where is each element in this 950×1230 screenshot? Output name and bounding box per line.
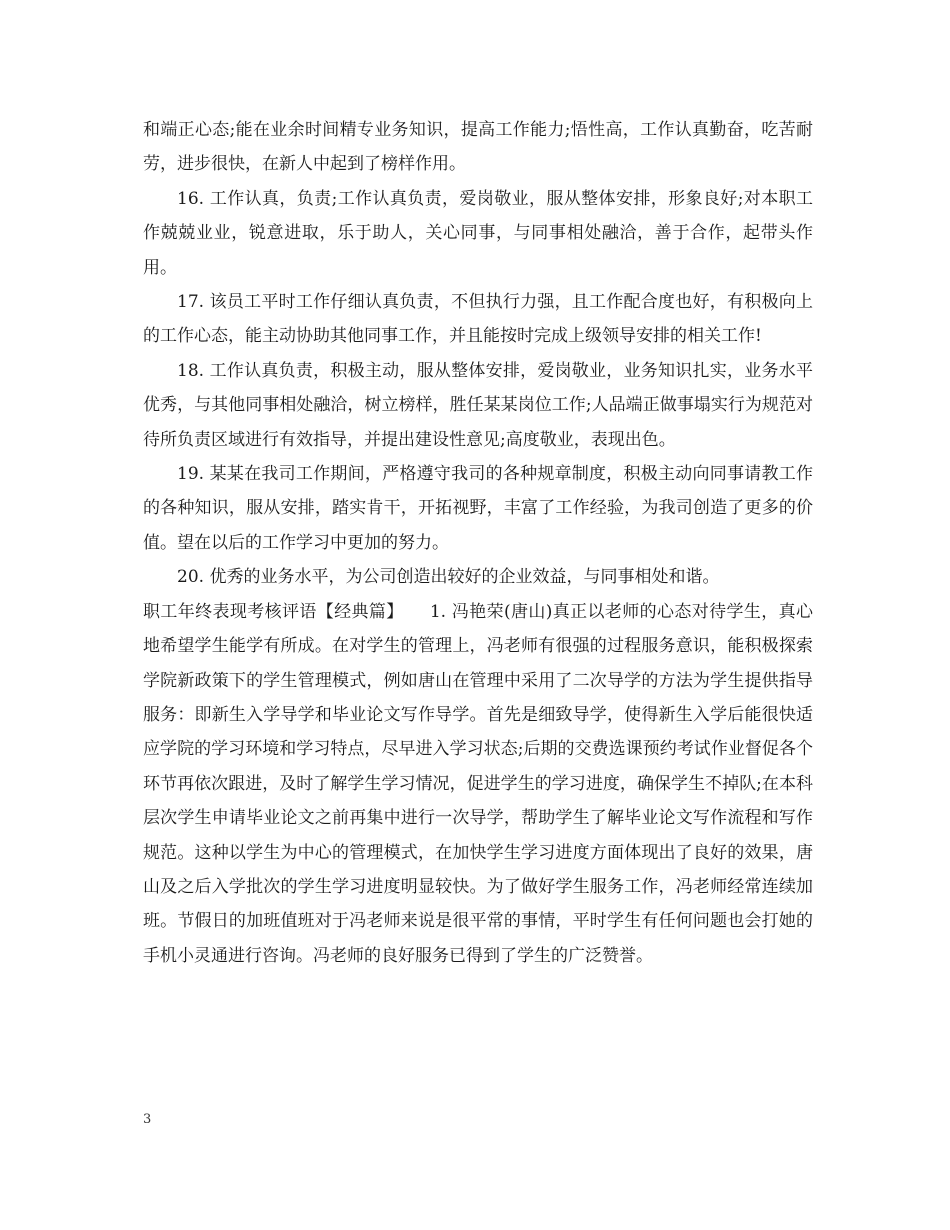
document-body (143, 113, 813, 973)
paragraph-item-16: 16. 工作认真，负责;工作认真负责，爱岗敬业，服从整体安排，形象良好;对本职工作兢兢业业，锐意进取，乐于助人，关心同事，与同事相处融洽，善于合作，起带头作用。 (143, 188, 813, 278)
paragraph-item-17: 17. 该员工平时工作仔细认真负责，不但执行力强，且工作配合度也好，有积极向上的工作心态，能主动协助其他同事工作，并且能按时完成上级领导安排的相关工作! (143, 292, 813, 347)
paragraph-item-19: 19. 某某在我司工作期间，严格遵守我司的各种规章制度，积极主动向同事请教工作的各种知识，服从安排，踏实肯干，开拓视野，丰富了工作经验，为我司创造了更多的价值。望在以后的工作学习中更加的努力。 (143, 464, 813, 553)
paragraph-item-18: 18. 工作认真负责，积极主动，服从整体安排，爱岗敬业，业务知识扎实，业务水平优秀，与其他同事相处融洽，树立榜样，胜任某某岗位工作;人品端正做事塌实行为规范对待所负责区域进行有效指导，并提出建设性意见;高度敬业，表现出色。 (143, 360, 813, 450)
paragraph-continuation: 和端正心态;能在业余时间精专业务知识，提高工作能力;悟性高，工作认真勤奋，吃苦耐劳，进步很快，在新人中起到了榜样作用。 (143, 120, 813, 175)
paragraph-classic-section: 职工年终表现考核评语【经典篇】 1. 冯艳荣(唐山)真正以老师的心态对待学生，真心地希望学生能学有所成。在对学生的管理上，冯老师有很强的过程服务意识，能积极探索学院新政策下的学生管理模式，例如唐山在管理中采用了二次导学的方法为学生提供指导服务：即新生入学导学和毕业论文写作导学。首先是细致导学，使得新生入学后能很快适应学院的学习环境和学习特点，尽早进入学习状态;后期的交费选课预约考试作业督促各个环节再依次跟进，及时了解学生学习情况，促进学生的学习进度，确保学生不掉队;在本科层次学生申请毕业论文之前再集中进行一次导学，帮助学生了解毕业论文写作流程和写作规范。这种以学生为中心的管理模式，在加快学生学习进度方面体现出了良好的效果，唐山及之后入学批次的学生学习进度明显较快。为了做好学生服务工作，冯老师经常连续加班。节假日的加班值班对于冯老师来说是很平常的事情，平时学生有任何问题也会打她的手机小灵通进行咨询。冯老师的良好服务已得到了学生的广泛赞誉。 (143, 601, 813, 966)
page-number: 3 (143, 1112, 152, 1127)
paragraph-item-20: 20. 优秀的业务水平，为公司创造出较好的企业效益，与同事相处和谐。 (177, 567, 720, 588)
